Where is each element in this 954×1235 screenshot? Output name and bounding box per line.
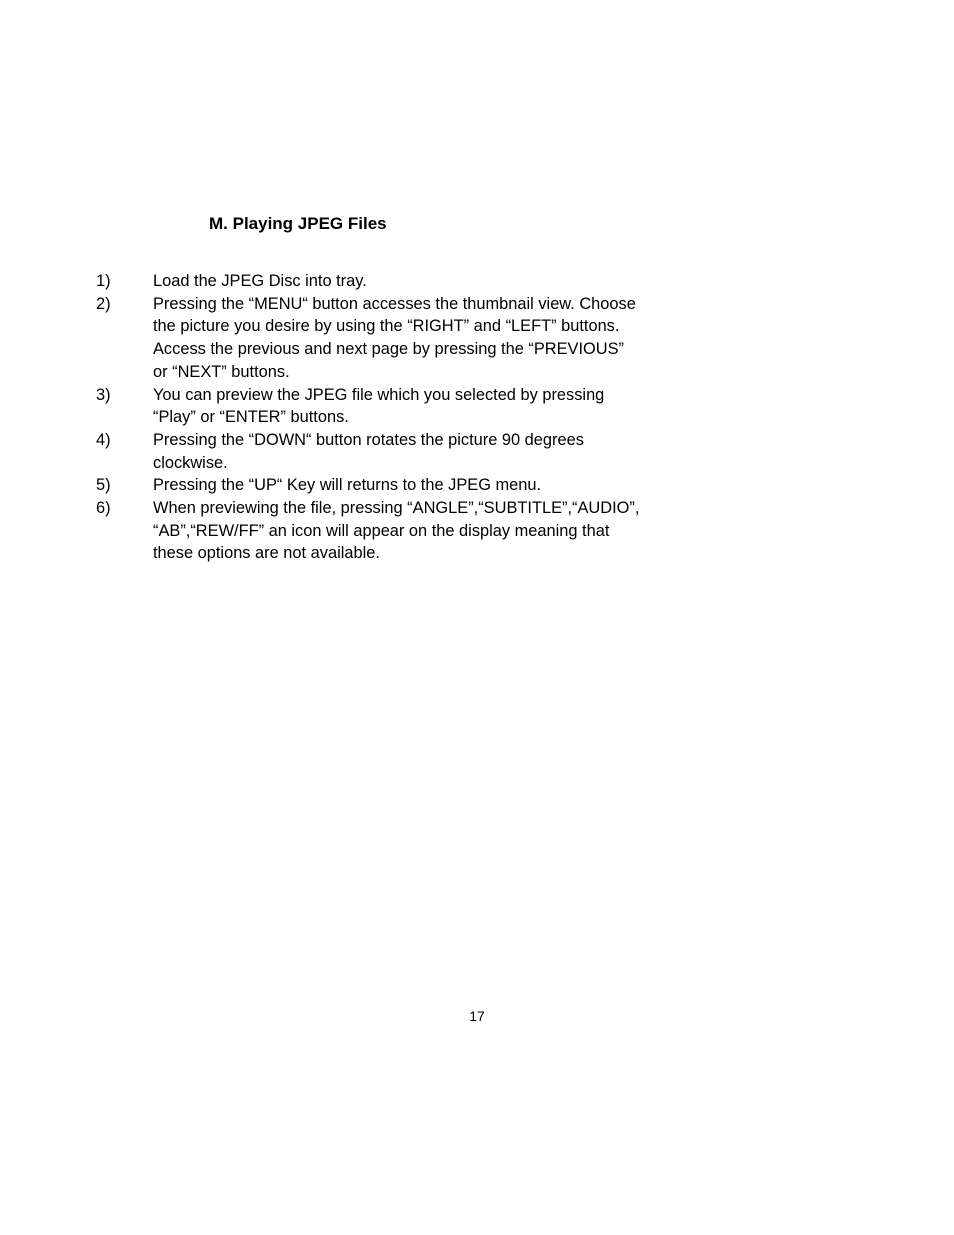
section-title: M. Playing JPEG Files [209, 214, 387, 233]
list-item [96, 270, 676, 293]
step-line: these options are not available. [153, 544, 380, 563]
step-text [153, 293, 676, 384]
step-line: When previewing the file, pressing “ANGLE”,“SUBTITLE”,“AUDIO”, [153, 499, 640, 518]
step-number: 3) [96, 385, 111, 404]
step-text [153, 270, 676, 293]
step-text [153, 429, 676, 474]
step-line: the picture you desire by using the “RIGHT” and “LEFT” buttons. [153, 317, 620, 336]
step-line: You can preview the JPEG file which you selected by pressing [153, 385, 605, 404]
list-item [96, 474, 676, 497]
step-line: Pressing the “MENU“ button accesses the thumbnail view. Choose [153, 294, 636, 313]
list-item [96, 384, 676, 429]
page-number: 17 [469, 1008, 485, 1024]
step-line: Pressing the “UP“ Key will returns to the JPEG menu. [153, 476, 542, 495]
step-line: “Play” or “ENTER” buttons. [153, 408, 349, 427]
step-line: clockwise. [153, 453, 228, 472]
list-item [96, 293, 676, 384]
step-text [153, 474, 676, 497]
step-number: 4) [96, 430, 111, 449]
steps-list [96, 270, 676, 565]
step-text [153, 384, 676, 429]
step-line: Access the previous and next page by pressing the “PREVIOUS” [153, 340, 625, 359]
step-number: 5) [96, 476, 111, 495]
step-line: or “NEXT” buttons. [153, 362, 290, 381]
step-line: “AB”,“REW/FF” an icon will appear on the display meaning that [153, 521, 610, 540]
step-number: 2) [96, 294, 111, 313]
step-line: Pressing the “DOWN“ button rotates the picture 90 degrees [153, 430, 584, 449]
step-number: 6) [96, 499, 111, 518]
step-text [153, 497, 676, 565]
list-item [96, 429, 676, 474]
list-item [96, 497, 676, 565]
step-line: Load the JPEG Disc into tray. [153, 272, 367, 290]
step-number: 1) [96, 272, 111, 290]
